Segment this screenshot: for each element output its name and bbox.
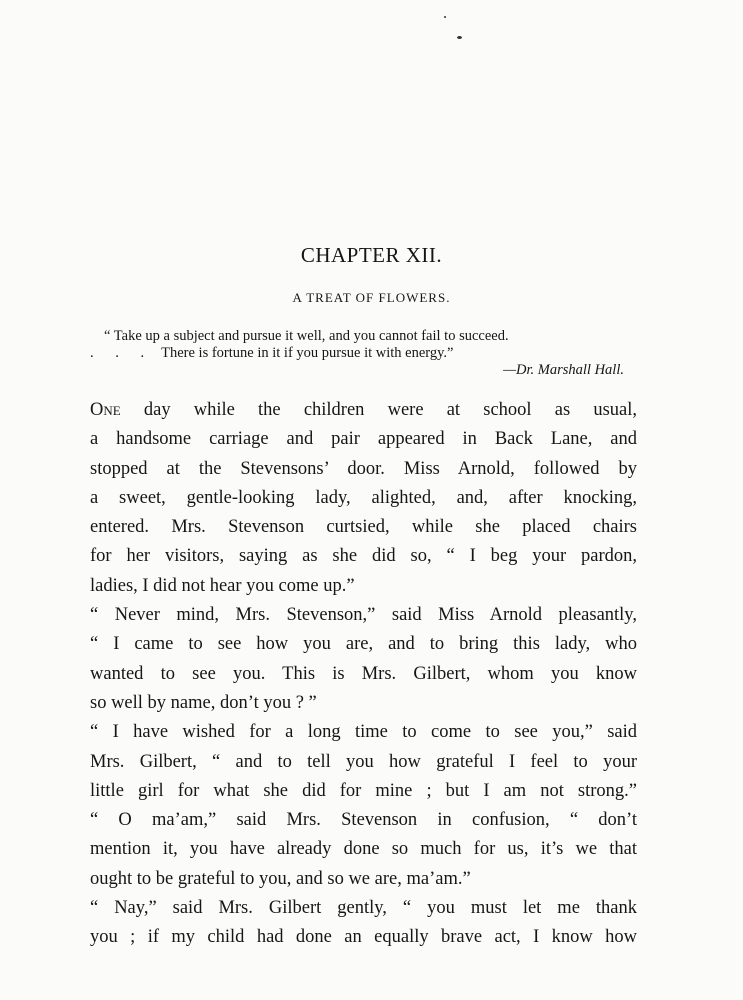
text-line: a sweet, gentle-looking lady, alighted, and, after knocking, bbox=[90, 487, 637, 508]
first-word: One bbox=[90, 400, 121, 420]
text-line: “ O ma’am,” said Mrs. Stevenson in confusion, “ don’t bbox=[90, 810, 637, 831]
text-line: a handsome carriage and pair appeared in Back Lane, and bbox=[90, 429, 637, 450]
text-line: ought to be grateful to you, and so we are, ma’am.” bbox=[90, 868, 471, 889]
text-line: “ I came to see how you are, and to bring this lady, who bbox=[90, 634, 637, 655]
text-line: you ; if my child had done an equally brave act, I know how bbox=[90, 927, 637, 948]
ink-speck bbox=[444, 16, 446, 18]
text-line: wanted to see you. This is Mrs. Gilbert, whom you know bbox=[90, 663, 637, 684]
text-line: “ Nay,” said Mrs. Gilbert gently, “ you must let me thank bbox=[90, 898, 637, 919]
text-line: for her visitors, saying as she did so, “ I beg your pardon, bbox=[90, 546, 637, 567]
ellipsis: . . . bbox=[90, 345, 154, 361]
chapter-title: CHAPTER XII. bbox=[300, 243, 443, 267]
epigraph-attribution: —Dr. Marshall Hall. bbox=[503, 362, 624, 378]
text-line: little girl for what she did for mine ; but I am not strong.” bbox=[90, 780, 637, 801]
epigraph-line-2-text: There is fortune in it if you pursue it with energy.” bbox=[161, 345, 454, 361]
epigraph-line-2 bbox=[90, 345, 638, 362]
text-line: so well by name, don’t you ? ” bbox=[90, 692, 317, 713]
text-line: mention it, you have already done so much for us, it’s we that bbox=[90, 839, 637, 860]
text-line: Mrs. Gilbert, “ and to tell you how grateful I feel to your bbox=[90, 751, 637, 772]
text-line: “ I have wished for a long time to come to see you,” said bbox=[90, 722, 637, 743]
ink-speck bbox=[457, 36, 462, 39]
section-title: A TREAT OF FLOWERS. bbox=[292, 290, 451, 305]
text-line: ladies, I did not hear you come up.” bbox=[90, 575, 355, 596]
text-line bbox=[90, 396, 637, 425]
text-line: stopped at the Stevensons’ door. Miss Arnold, followed by bbox=[90, 458, 637, 479]
text-line: “ Never mind, Mrs. Stevenson,” said Miss Arnold pleasantly, bbox=[90, 605, 637, 626]
text-line-content: day while the children were at school as usual, bbox=[120, 400, 637, 420]
epigraph bbox=[90, 328, 638, 379]
epigraph-line-1: “ Take up a subject and pursue it well, and you cannot fail to succeed. bbox=[104, 328, 509, 344]
body-text bbox=[90, 396, 637, 953]
text-line: entered. Mrs. Stevenson curtsied, while she placed chairs bbox=[90, 517, 637, 538]
